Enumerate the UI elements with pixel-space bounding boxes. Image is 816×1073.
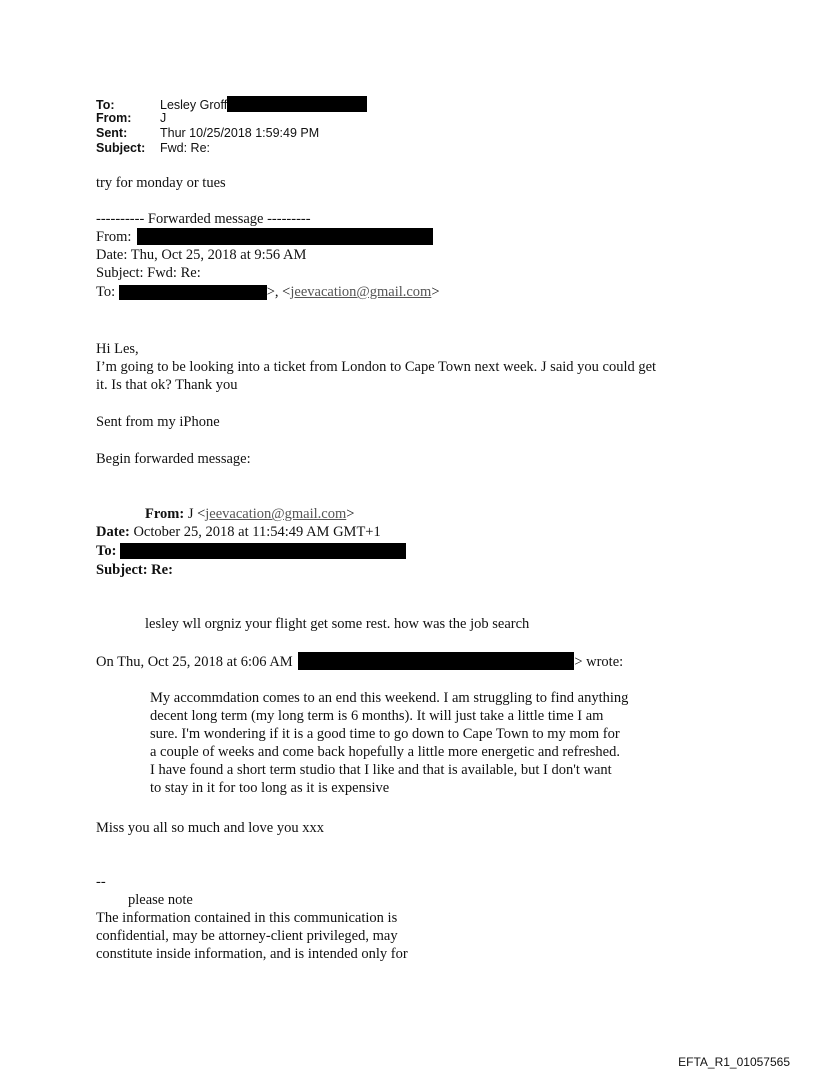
forwarded-to-label: To: bbox=[96, 284, 116, 300]
footer-dashes: -- bbox=[96, 874, 106, 890]
redaction-bar bbox=[120, 543, 406, 559]
inner-from-label: From: bbox=[145, 506, 185, 522]
header-sent-row bbox=[96, 126, 319, 141]
redaction-bar bbox=[227, 96, 367, 112]
message-greeting: Hi Les, bbox=[96, 341, 139, 357]
inner-to-label: To: bbox=[96, 543, 117, 559]
inner-from-row bbox=[145, 505, 354, 523]
message-line-2: it. Is that ok? Thank you bbox=[96, 377, 238, 393]
email-link[interactable]: jeevacation@gmail.com bbox=[205, 506, 347, 522]
disclaimer-line: confidential, may be attorney-client privileged, may bbox=[96, 928, 398, 944]
quoted-line: a couple of weeks and come back hopefully a little more energetic and refreshed. bbox=[150, 744, 620, 760]
header-subject-row bbox=[96, 141, 210, 156]
inner-date-value: October 25, 2018 at 11:54:49 AM GMT+1 bbox=[133, 524, 381, 540]
footer-disclaimer bbox=[96, 909, 408, 963]
quoted-line: sure. I'm wondering if it is a good time to go down to Cape Town to my mom for bbox=[150, 726, 620, 742]
begin-forwarded: Begin forwarded message: bbox=[96, 451, 251, 467]
inner-from-name: J < bbox=[187, 506, 206, 522]
email-link[interactable]: jeevacation@gmail.com bbox=[290, 284, 432, 300]
quoted-line: to stay in it for too long as it is expensive bbox=[150, 780, 390, 796]
quoted-line: My accommdation comes to an end this weekend. I am struggling to find anything bbox=[150, 690, 629, 706]
redaction-bar bbox=[137, 228, 433, 245]
forwarded-subject: Subject: Fwd: Re: bbox=[96, 265, 201, 281]
forwarded-to-row bbox=[96, 283, 440, 301]
wrote-prefix: On Thu, Oct 25, 2018 at 6:06 AM bbox=[96, 654, 293, 670]
disclaimer-line: constitute inside information, and is intended only for bbox=[96, 946, 408, 962]
forwarded-divider: ---------- Forwarded message --------- bbox=[96, 211, 311, 227]
header-sent-label: Sent: bbox=[96, 126, 128, 140]
forwarded-to-separator: >, < bbox=[266, 284, 291, 300]
inner-to-row bbox=[96, 542, 406, 560]
inner-subject: Subject: Re: bbox=[96, 562, 173, 578]
inner-body: lesley wll orgniz your flight get some rest. how was the job search bbox=[145, 616, 530, 632]
document-id: EFTA_R1_01057565 bbox=[678, 1055, 790, 1069]
footer-please-note: please note bbox=[128, 892, 193, 908]
wrote-row bbox=[96, 652, 623, 671]
wrote-suffix: > wrote: bbox=[574, 654, 624, 670]
forwarded-from-row bbox=[96, 228, 433, 246]
message-line-1: I’m going to be looking into a ticket from London to Cape Town next week. J said you could get bbox=[96, 359, 657, 375]
header-from-label: From: bbox=[96, 111, 132, 125]
closing-line: Miss you all so much and love you xxx bbox=[96, 820, 324, 836]
redaction-bar bbox=[119, 285, 267, 300]
header-subject-label: Subject: bbox=[96, 141, 146, 155]
header-sent-value: Thur 10/25/2018 1:59:49 PM bbox=[160, 126, 320, 140]
header-to-label: To: bbox=[96, 98, 115, 112]
header-from-value: J bbox=[160, 111, 167, 125]
forwarded-from-label: From: bbox=[96, 229, 132, 245]
inner-date-label: Date: bbox=[96, 524, 130, 540]
message-signature: Sent from my iPhone bbox=[96, 414, 220, 430]
quoted-line: decent long term (my long term is 6 months). It will just take a little time I am bbox=[150, 708, 604, 724]
inner-date-row bbox=[96, 523, 381, 541]
forwarded-to-end: > bbox=[431, 284, 440, 300]
quoted-block bbox=[150, 689, 628, 797]
header-subject-value: Fwd: Re: bbox=[160, 141, 211, 155]
reply-text: try for monday or tues bbox=[96, 175, 226, 191]
disclaimer-line: The information contained in this communication is bbox=[96, 910, 398, 926]
redaction-bar bbox=[298, 652, 574, 670]
header-to-value: Lesley Groff bbox=[160, 98, 228, 112]
header-from-row bbox=[96, 111, 166, 126]
quoted-line: I have found a short term studio that I like and that is available, but I don't want bbox=[150, 762, 612, 778]
inner-from-end: > bbox=[346, 506, 355, 522]
forwarded-date: Date: Thu, Oct 25, 2018 at 9:56 AM bbox=[96, 247, 307, 263]
